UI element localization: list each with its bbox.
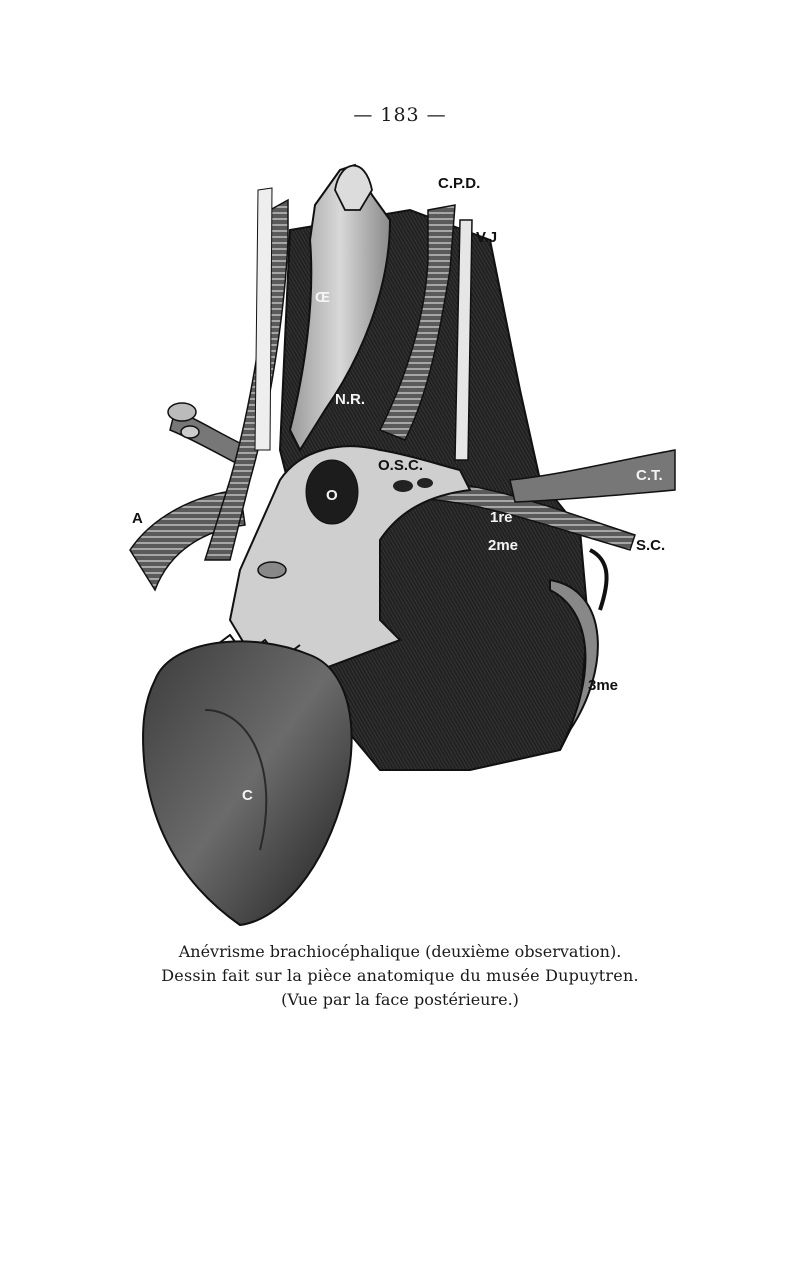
caption-source: Dessin fait sur la pièce anatomique du musée Dupuytren. <box>161 966 639 985</box>
label-third-rib: 3me <box>588 677 619 694</box>
caption-title: Anévrisme brachiocéphalique (deuxième observation). <box>178 942 622 961</box>
label-nr: N.R. <box>335 391 365 408</box>
label-second-rib: 2me <box>488 537 519 554</box>
label-c: C <box>242 787 253 804</box>
label-oe: Œ <box>315 289 330 306</box>
anatomical-engraving <box>110 150 690 940</box>
label-cpd: C.P.D. <box>438 175 481 192</box>
label-o: O <box>326 487 338 504</box>
caption-view: (Vue par la face postérieure.) <box>281 990 519 1009</box>
label-first-rib: 1re <box>490 509 513 526</box>
page-number: — 183 — <box>353 104 447 126</box>
label-sc: S.C. <box>636 537 666 554</box>
heart <box>143 641 352 925</box>
label-osc: O.S.C. <box>378 457 424 474</box>
label-a: A <box>132 510 143 527</box>
label-vj: V.J <box>476 229 498 246</box>
label-ct: C.T. <box>636 467 663 484</box>
